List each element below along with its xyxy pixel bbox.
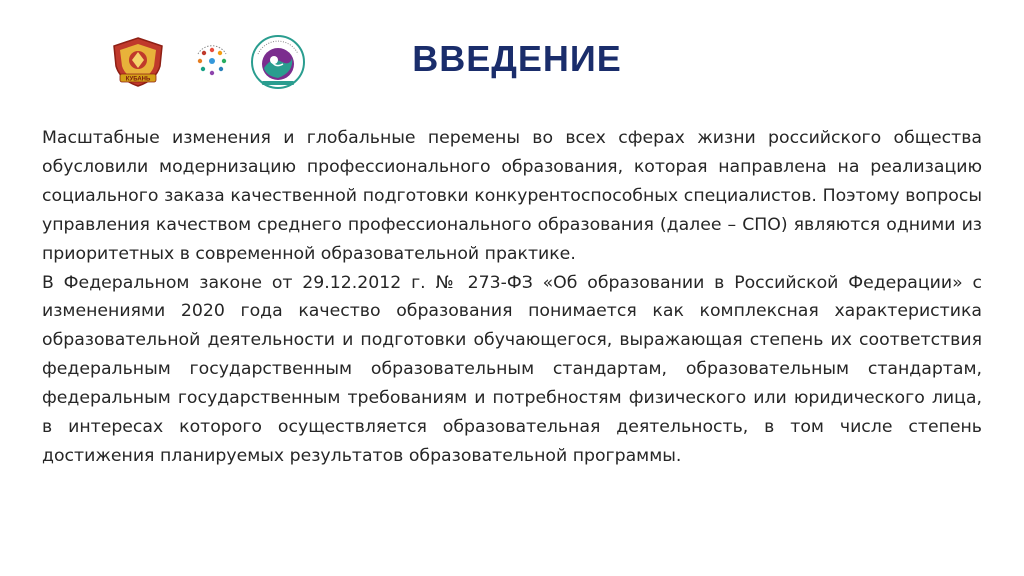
body-paragraph: В Федеральном законе от 29.12.2012 г. № 273-ФЗ «Об образовании в Российской Федерации» с изменениями 2020 года качество образования понимается как комплексная характеристика образовательной деятельности и подготовки обучающегося, выражающая степень их соответствия федеральным государственным образовательным стандартам, образовательным стандартам, федеральным государственным требованиям и потребностям физического или юридического лица, в интересах которого осуществляется образовательная деятельность, в том числе степень достижения планируемых результатов образовательной программы. bbox=[42, 272, 982, 466]
body-paragraph: Масштабные изменения и глобальные перемены во всех сферах жизни российского общества обусловили модернизацию профессионального образования, которая направлена на реализацию социального заказа качественной подготовки конкурентоспособных специалистов. Поэтому вопросы управления качеством среднего профессионального образования (далее – СПО) являются одними из приоритетных в современной образовательной практике. bbox=[42, 128, 982, 264]
slide-title: ВВЕДЕНИЕ bbox=[412, 38, 622, 79]
slide-body bbox=[42, 124, 982, 471]
crest-label: КУБАНЬ bbox=[125, 76, 151, 83]
